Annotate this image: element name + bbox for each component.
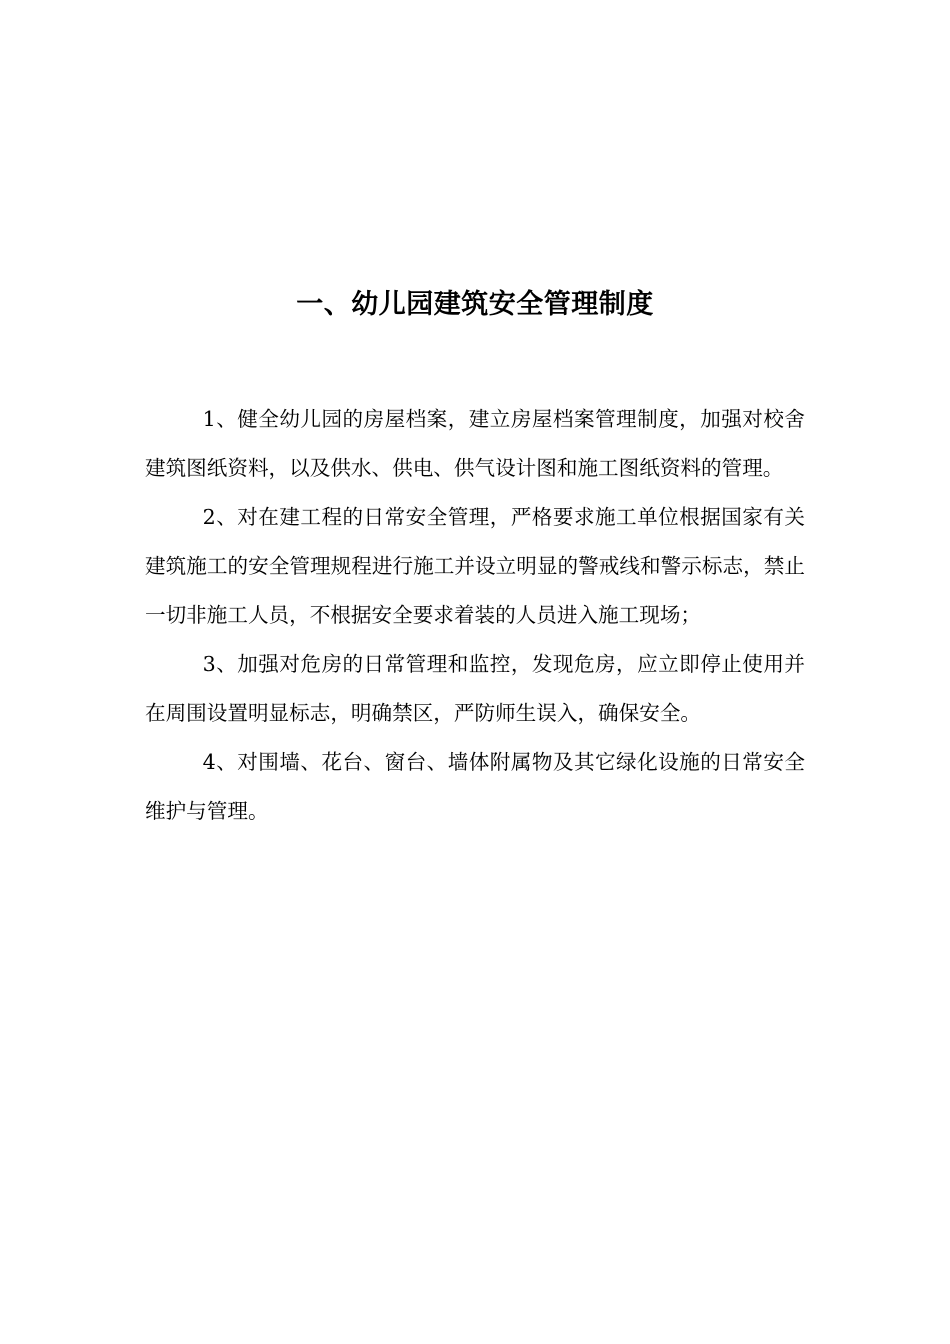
paragraph-2: 2、对在建工程的日常安全管理，严格要求施工单位根据国家有关建筑施工的安全管理规程进行施工并设立明显的警戒线和警示标志，禁止一切非施工人员，不根据安全要求着装的人员进入施工现场；: [145, 505, 805, 627]
paragraph-4: 4、对围墙、花台、窗台、墙体附属物及其它绿化设施的日常安全维护与管理。: [145, 750, 805, 823]
document-title: 一、幼儿园建筑安全管理制度: [296, 289, 654, 320]
paragraph-3: 3、加强对危房的日常管理和监控，发现危房，应立即停止使用并在周围设置明显标志，明确禁区，严防师生误入，确保安全。: [145, 652, 805, 725]
paragraph-1: 1、健全幼儿园的房屋档案，建立房屋档案管理制度，加强对校舍建筑图纸资料，以及供水、供电、供气设计图和施工图纸资料的管理。: [145, 407, 805, 480]
document-body: [145, 395, 805, 836]
